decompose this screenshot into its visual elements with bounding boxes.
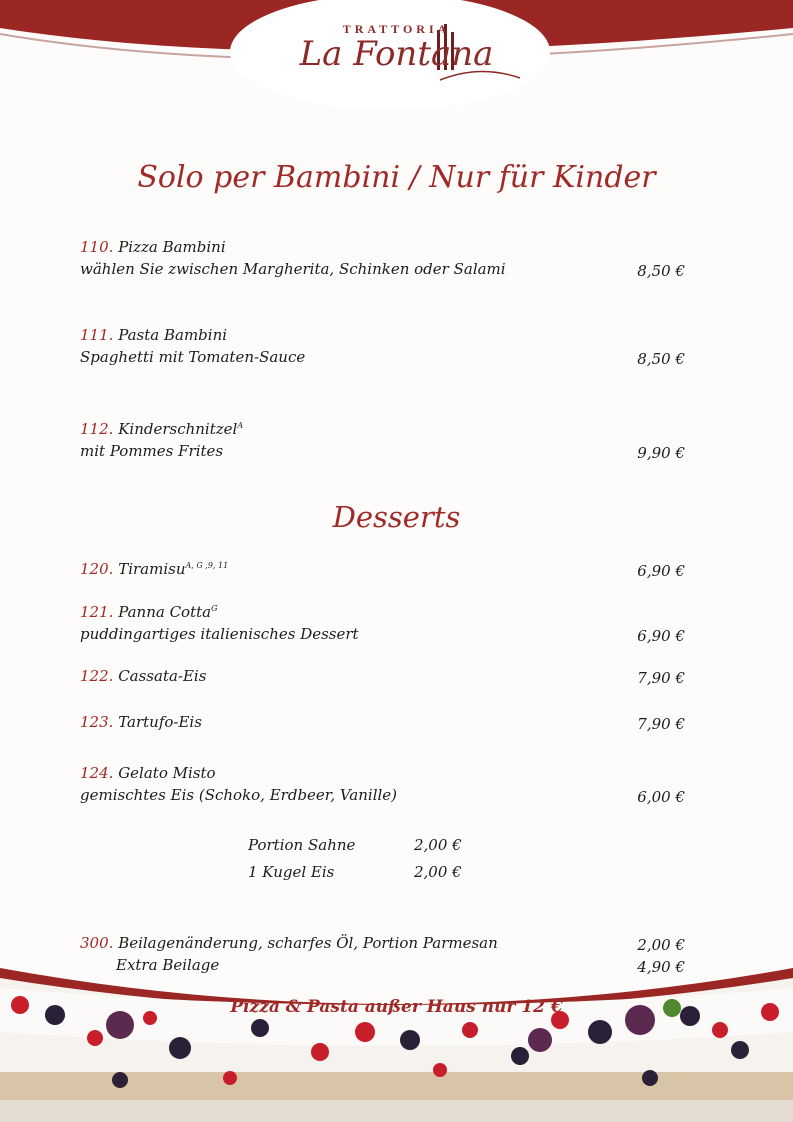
menu-item-111 (80, 326, 685, 370)
item-name: Tartufo-Eis (118, 713, 202, 731)
extra-price: 2,00 € (414, 836, 462, 854)
allergen-note: A (237, 421, 244, 430)
item-price: 6,00 € (637, 788, 685, 806)
menu-item-124 (80, 764, 685, 808)
item-name: Pizza Bambini (118, 238, 226, 256)
item-desc: wählen Sie zwischen Margherita, Schinken oder Salami (80, 260, 506, 278)
menu-item-122 (80, 667, 685, 689)
item-name: Pasta Bambini (118, 326, 228, 344)
item-price: 4,90 € (637, 958, 685, 976)
item-price: 6,90 € (637, 562, 685, 580)
item-name: Beilagenänderung, scharfes Öl, Portion Parmesan (118, 934, 498, 952)
item-desc: mit Pommes Frites (80, 442, 224, 460)
item-desc: Spaghetti mit Tomaten-Sauce (80, 348, 306, 366)
item-name: Tiramisu (118, 560, 186, 578)
item-name: Cassata-Eis (118, 667, 207, 685)
item-desc: gemischtes Eis (Schoko, Erdbeer, Vanille) (80, 786, 398, 804)
item-price: 6,90 € (637, 627, 685, 645)
item-name: Kinderschnitzel (118, 420, 238, 438)
item-number: 122. (80, 667, 114, 685)
item-desc: puddingartiges italienisches Dessert (80, 625, 359, 643)
item-price: 8,50 € (637, 262, 685, 280)
item-number: 121. (80, 603, 114, 621)
item-number: 111. (80, 326, 114, 344)
item-price: 2,00 € (637, 936, 685, 954)
logo-trattoria: TRATTORIA (342, 22, 451, 36)
desserts-title: Desserts (332, 500, 461, 534)
dessert-extras (248, 836, 468, 890)
menu-item-110 (80, 238, 685, 282)
allergen-note: A, G ,9, 11 (185, 561, 229, 570)
allergen-note: G (211, 604, 218, 613)
item-price: 7,90 € (637, 715, 685, 733)
menu-item-112 (80, 420, 685, 464)
extra-row (248, 836, 468, 863)
footer-dessert-image (0, 960, 793, 1122)
footer-slogan: Pizza & Pasta außer Haus nur 12 € (230, 997, 563, 1017)
item-desc: Extra Beilage (116, 956, 220, 974)
item-number: 123. (80, 713, 114, 731)
menu-item-123 (80, 713, 685, 735)
menu-item-121 (80, 603, 685, 647)
item-number: 110. (80, 238, 114, 256)
extra-label: 1 Kugel Eis (248, 863, 335, 881)
extra-label: Portion Sahne (248, 836, 356, 854)
item-price: 8,50 € (637, 350, 685, 368)
item-number: 124. (80, 764, 114, 782)
item-name: Gelato Misto (118, 764, 216, 782)
item-name: Panna Cotta (118, 603, 212, 621)
item-number: 120. (80, 560, 114, 578)
item-price: 9,90 € (637, 444, 685, 462)
item-number: 112. (80, 420, 114, 438)
extra-row (248, 863, 468, 890)
item-number: 300. (80, 934, 114, 952)
item-price: 7,90 € (637, 669, 685, 687)
menu-item-120 (80, 560, 685, 582)
logo-la-fontana: La Fontana (299, 34, 494, 74)
extra-price: 2,00 € (414, 863, 462, 881)
kids-title: Solo per Bambini / Nur für Kinder (137, 160, 656, 195)
